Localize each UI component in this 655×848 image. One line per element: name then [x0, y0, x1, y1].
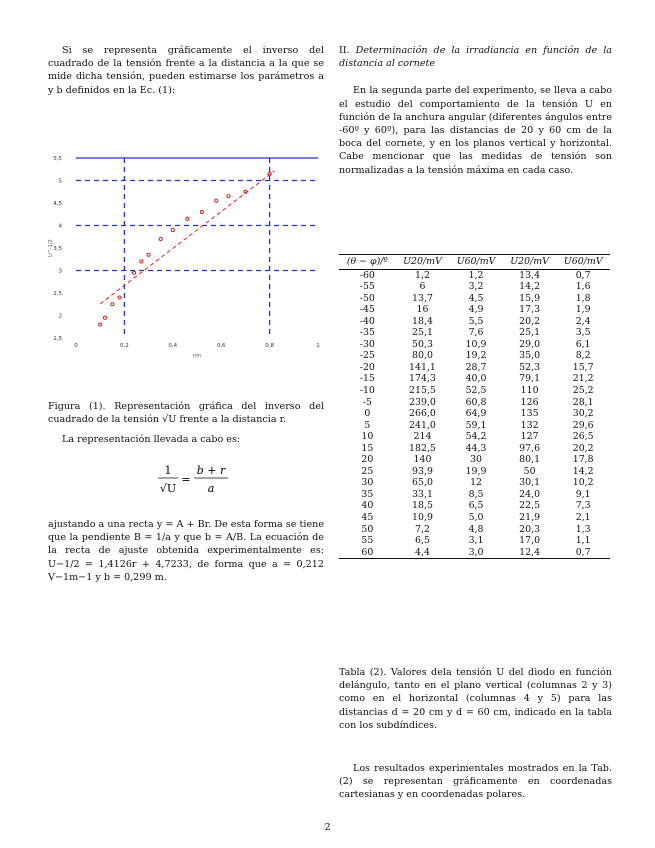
table-row	[339, 489, 610, 501]
table-cell: -50	[359, 292, 375, 304]
table-cell: 10,2	[572, 477, 594, 489]
table-row	[339, 524, 610, 536]
table-cell: 127	[520, 431, 539, 443]
table-cell: 52,3	[519, 361, 541, 373]
table-cell: 1,9	[575, 304, 591, 316]
table-cell: 4,8	[468, 523, 484, 535]
table-cell: -5	[362, 396, 372, 408]
table-cell: 30,1	[519, 477, 541, 489]
x-tick-label: 0	[74, 343, 78, 349]
table-cell: 8,5	[468, 488, 484, 500]
table-row	[339, 316, 610, 328]
table-cell: 45	[361, 512, 374, 524]
table-cell: 17,8	[572, 454, 594, 466]
table-row	[339, 466, 610, 478]
formula-equals: =	[181, 473, 191, 486]
table-cell: 141,1	[409, 361, 436, 373]
table-cell: -30	[359, 338, 375, 350]
table-cell: 50,3	[412, 338, 433, 350]
table-cell: 18,4	[412, 315, 433, 327]
y-tick-label: 4,5	[53, 201, 62, 207]
table-cell: 64,9	[465, 408, 487, 420]
right-intro-paragraph: En la segunda parte del experimento, se lleva a cabo el estudio del comportamiento de la tensión U en función de la anchura angular (diferentes ángulos entre -60º y 60º), para las distancias de 20 y 60 cm de la boca del cornete, y en los planos vertical y horizontal. Cabe mencionar que las medidas de tensión son normalizadas a la tensión máxima en cada caso.	[339, 85, 612, 176]
y-tick-label: 3,5	[53, 246, 62, 252]
table-cell: 12	[470, 477, 482, 489]
table-cell: 5	[364, 419, 371, 431]
section-heading	[339, 44, 612, 70]
table-cell: 3,0	[449, 547, 503, 559]
table-cell: 21,9	[519, 512, 541, 524]
data-point	[159, 237, 162, 240]
table-row	[339, 397, 610, 409]
table-cell: 80,1	[519, 454, 541, 466]
left-intro-paragraph: Si se representa gráficamente el inverso del cuadrado de la tensión frente a la distancia a la que se mide dicha tensión, pueden estimarse los parámetros a y b definidos en la Ec. (1):	[48, 45, 324, 96]
table-row	[339, 385, 610, 397]
table-header-cell: U60/mV	[556, 255, 610, 270]
table-header-cell: U60/mV	[449, 255, 503, 270]
table-row	[339, 443, 610, 455]
table-cell: 0	[364, 408, 371, 420]
table-row	[339, 339, 610, 351]
table-row	[339, 304, 610, 316]
table-cell: 8,2	[575, 350, 591, 362]
scatter-plot	[48, 150, 324, 365]
table-cell: 26,5	[572, 431, 594, 443]
data-table	[339, 254, 610, 559]
table-cell: 215,5	[409, 385, 436, 397]
table-cell: 9,1	[575, 488, 591, 500]
table-cell: 59,1	[465, 419, 487, 431]
table-cell: 0,7	[556, 547, 610, 559]
fit-line	[100, 171, 274, 304]
table-cell: 60,8	[465, 396, 487, 408]
table-cell: 22,5	[519, 500, 541, 512]
table-cell: 10,9	[465, 338, 487, 350]
table-row	[339, 269, 610, 281]
formula-lhs-num: 1	[164, 464, 172, 477]
table-header-cell: U20/mV	[396, 255, 450, 270]
table-cell: 12,4	[503, 547, 557, 559]
table-cell: 60	[339, 547, 396, 559]
x-tick-label: 0,4	[168, 343, 178, 349]
table-cell: 6	[419, 281, 426, 293]
table-cell: 7,3	[575, 500, 591, 512]
table-cell: 28,7	[465, 361, 487, 373]
table-cell: 0,7	[575, 269, 591, 281]
table-cell: 19,9	[465, 465, 487, 477]
table-cell: 20,2	[519, 315, 541, 327]
table-cell: 1,8	[575, 292, 591, 304]
table-row	[339, 431, 610, 443]
table-cell: -55	[359, 281, 375, 293]
table-cell: 29,0	[519, 338, 541, 350]
table-cell: 13,4	[519, 269, 541, 281]
table-cell: 40,0	[465, 373, 487, 385]
table-cell: 54,2	[465, 431, 487, 443]
table-cell: 30,2	[572, 408, 594, 420]
table-row	[339, 327, 610, 339]
table-cell: 214	[413, 431, 432, 443]
formula-lhs-den: √U	[159, 482, 177, 495]
table-cell: 15	[361, 442, 374, 454]
data-point	[111, 303, 114, 306]
table-cell: 3,1	[468, 535, 484, 547]
table-row	[339, 500, 610, 512]
table-cell: 4,4	[396, 547, 450, 559]
table-cell: 14,2	[519, 281, 541, 293]
table-cell: 10,9	[412, 512, 433, 524]
x-axis-label: r/m	[192, 353, 202, 359]
table-cell: 7,2	[415, 523, 430, 535]
table-cell: 25,2	[572, 385, 594, 397]
table-cell: 20,2	[572, 442, 594, 454]
table-cell: 182,5	[409, 442, 436, 454]
table-row	[339, 535, 610, 547]
table-cell: 126	[520, 396, 539, 408]
table-row	[339, 477, 610, 489]
table-cell: 20	[361, 454, 374, 466]
data-point	[227, 195, 230, 198]
table-cell: -25	[359, 350, 375, 362]
left-column	[48, 44, 324, 97]
table-cell: 40	[361, 500, 374, 512]
table-cell: 65,0	[412, 477, 433, 489]
table-row	[339, 373, 610, 385]
table-cell: 30	[470, 454, 482, 466]
y-tick-label: 3	[58, 268, 62, 275]
table-cell: 3,5	[575, 327, 591, 339]
table-cell: 1,3	[575, 523, 591, 535]
table-cell: 239,0	[409, 396, 436, 408]
table-cell: 97,6	[519, 442, 541, 454]
table-cell: 2,4	[575, 315, 591, 327]
table-cell: 174,3	[409, 373, 436, 385]
table-cell: 93,9	[412, 465, 433, 477]
data-point	[103, 316, 106, 319]
table-cell: -45	[359, 304, 375, 316]
table-cell: -20	[359, 361, 375, 373]
y-tick-label: 2	[58, 313, 62, 320]
table-cell: -35	[359, 327, 375, 339]
section-number: II.	[339, 45, 350, 56]
table-cell: 35,0	[519, 350, 541, 362]
table-caption: Tabla (2). Valores dela tensión U del diodo en función delángulo, tanto en el plano vertical (columnas 2 y 3) como en el horizontal (columnas 4 y 5) para las distancias d = 20 cm y d = 60 cm, indicado en la tabla con los subdíndices.	[339, 667, 612, 731]
page-number: 2	[324, 822, 331, 833]
table-row	[339, 454, 610, 466]
table-cell: 135	[520, 408, 539, 420]
table-cell: 1,1	[575, 535, 591, 547]
table-header-cell: U20/mV	[503, 255, 557, 270]
table-cell: 5,5	[468, 315, 484, 327]
table-cell: 50	[523, 465, 536, 477]
table-row	[339, 512, 610, 524]
table-cell: 14,2	[572, 465, 594, 477]
table-row	[339, 293, 610, 305]
y-tick-label: 4	[58, 223, 62, 230]
table-cell: 20,3	[519, 523, 541, 535]
table-cell: 1,2	[468, 269, 484, 281]
table-cell: 79,1	[519, 373, 541, 385]
table-cell: 110	[520, 385, 539, 397]
data-point	[99, 323, 102, 326]
formula-rhs-den: a	[207, 482, 215, 495]
table-cell: 7,6	[468, 327, 484, 339]
x-tick-label: 0,2	[120, 343, 129, 349]
table-cell: 28,1	[572, 396, 594, 408]
representation-text: La representación llevada a cabo es:	[62, 434, 241, 445]
figure-caption: Figura (1). Representación gráfica del inverso del cuadrado de la tensión √U frente a la distancia r.	[48, 401, 324, 426]
table-cell: -10	[359, 385, 375, 397]
table-cell: 25,1	[412, 327, 433, 339]
data-point	[132, 271, 135, 274]
table-cell: 18,5	[412, 500, 433, 512]
table-cell: 17,0	[519, 535, 541, 547]
table-cell: 6,5	[415, 535, 430, 547]
formula-rhs-num: b + r	[196, 464, 226, 477]
table-cell: 6,1	[575, 338, 591, 350]
table-cell: 25,1	[519, 327, 541, 339]
table-cell: -60	[359, 269, 375, 281]
table-cell: 6,5	[468, 500, 484, 512]
table-cell: 80,0	[412, 350, 433, 362]
section-title: Determinación de la irradiancia en función de la distancia al cornete	[339, 45, 612, 70]
table-cell: 3,2	[468, 281, 484, 293]
x-tick-label: 1	[316, 343, 320, 349]
y-axis-label: U^-1/2	[48, 239, 54, 257]
table-cell: 19,2	[465, 350, 487, 362]
fit-paragraph: ajustando a una recta y = A + Br. De esta forma se tiene que la pendiente B = 1/a y que b = A/B. La ecuación de la recta de ajuste obtenida experimentalmente es: U−1/2 = 1,4126r + 4,7233, de forma que a = 0,212 V−1m−1 y b = 0,299 m.	[48, 519, 324, 583]
table-cell: 44,3	[465, 442, 487, 454]
table-cell: 1,2	[415, 269, 430, 281]
table-row	[339, 350, 610, 362]
table-cell: 5,0	[468, 512, 484, 524]
table-cell: 29,6	[572, 419, 594, 431]
table-cell: -15	[359, 373, 375, 385]
table-row	[339, 408, 610, 420]
data-point	[215, 199, 218, 202]
x-tick-label: 0,8	[265, 343, 274, 349]
table-cell: 132	[520, 419, 539, 431]
data-point	[186, 217, 189, 220]
closing-paragraph: Los resultados experimentales mostrados en la Tab. (2) se representan gráficamente en coordenadas cartesianas y en coordenadas polares.	[339, 763, 612, 801]
right-column	[339, 44, 612, 177]
table-cell: 2,1	[575, 512, 591, 524]
table-cell: 4,9	[468, 304, 484, 316]
x-tick-label: 0,6	[216, 343, 226, 349]
table-cell: 25	[361, 465, 374, 477]
y-tick-label: 1,5	[53, 336, 62, 342]
data-point	[140, 260, 143, 263]
table-cell: 266,0	[409, 408, 436, 420]
table-cell: 4,5	[468, 292, 484, 304]
table-cell: 13,7	[412, 292, 433, 304]
table-cell: 1,6	[575, 281, 591, 293]
data-point	[200, 210, 203, 213]
table-cell: 140	[413, 454, 432, 466]
y-tick-label: 5,5	[53, 156, 62, 162]
table-cell: 33,1	[412, 488, 433, 500]
table-cell: 24,0	[519, 488, 541, 500]
formula	[48, 456, 324, 502]
table-row	[339, 281, 610, 293]
table-cell: 50	[361, 523, 374, 535]
table-header-cell: (θ − φ)/º	[339, 255, 396, 270]
table-cell: 16	[416, 304, 429, 316]
data-point	[171, 228, 174, 231]
table-cell: 30	[361, 477, 374, 489]
table-cell: -40	[359, 315, 375, 327]
y-tick-label: 2,5	[53, 291, 62, 297]
table-cell: 17,3	[519, 304, 541, 316]
table-cell: 52,5	[465, 385, 487, 397]
table-cell: 55	[361, 535, 374, 547]
data-point	[118, 296, 121, 299]
table-row	[339, 362, 610, 374]
y-tick-label: 5	[58, 178, 62, 185]
table-cell: 15,9	[519, 292, 541, 304]
table-cell: 21,2	[572, 373, 594, 385]
table-cell: 10	[361, 431, 374, 443]
table-row	[339, 420, 610, 432]
table-cell: 15,7	[572, 361, 594, 373]
table-header-row	[339, 255, 610, 270]
data-point	[147, 253, 150, 256]
table-cell: 35	[361, 488, 374, 500]
table-row	[339, 547, 610, 559]
table-cell: 241,0	[409, 419, 436, 431]
